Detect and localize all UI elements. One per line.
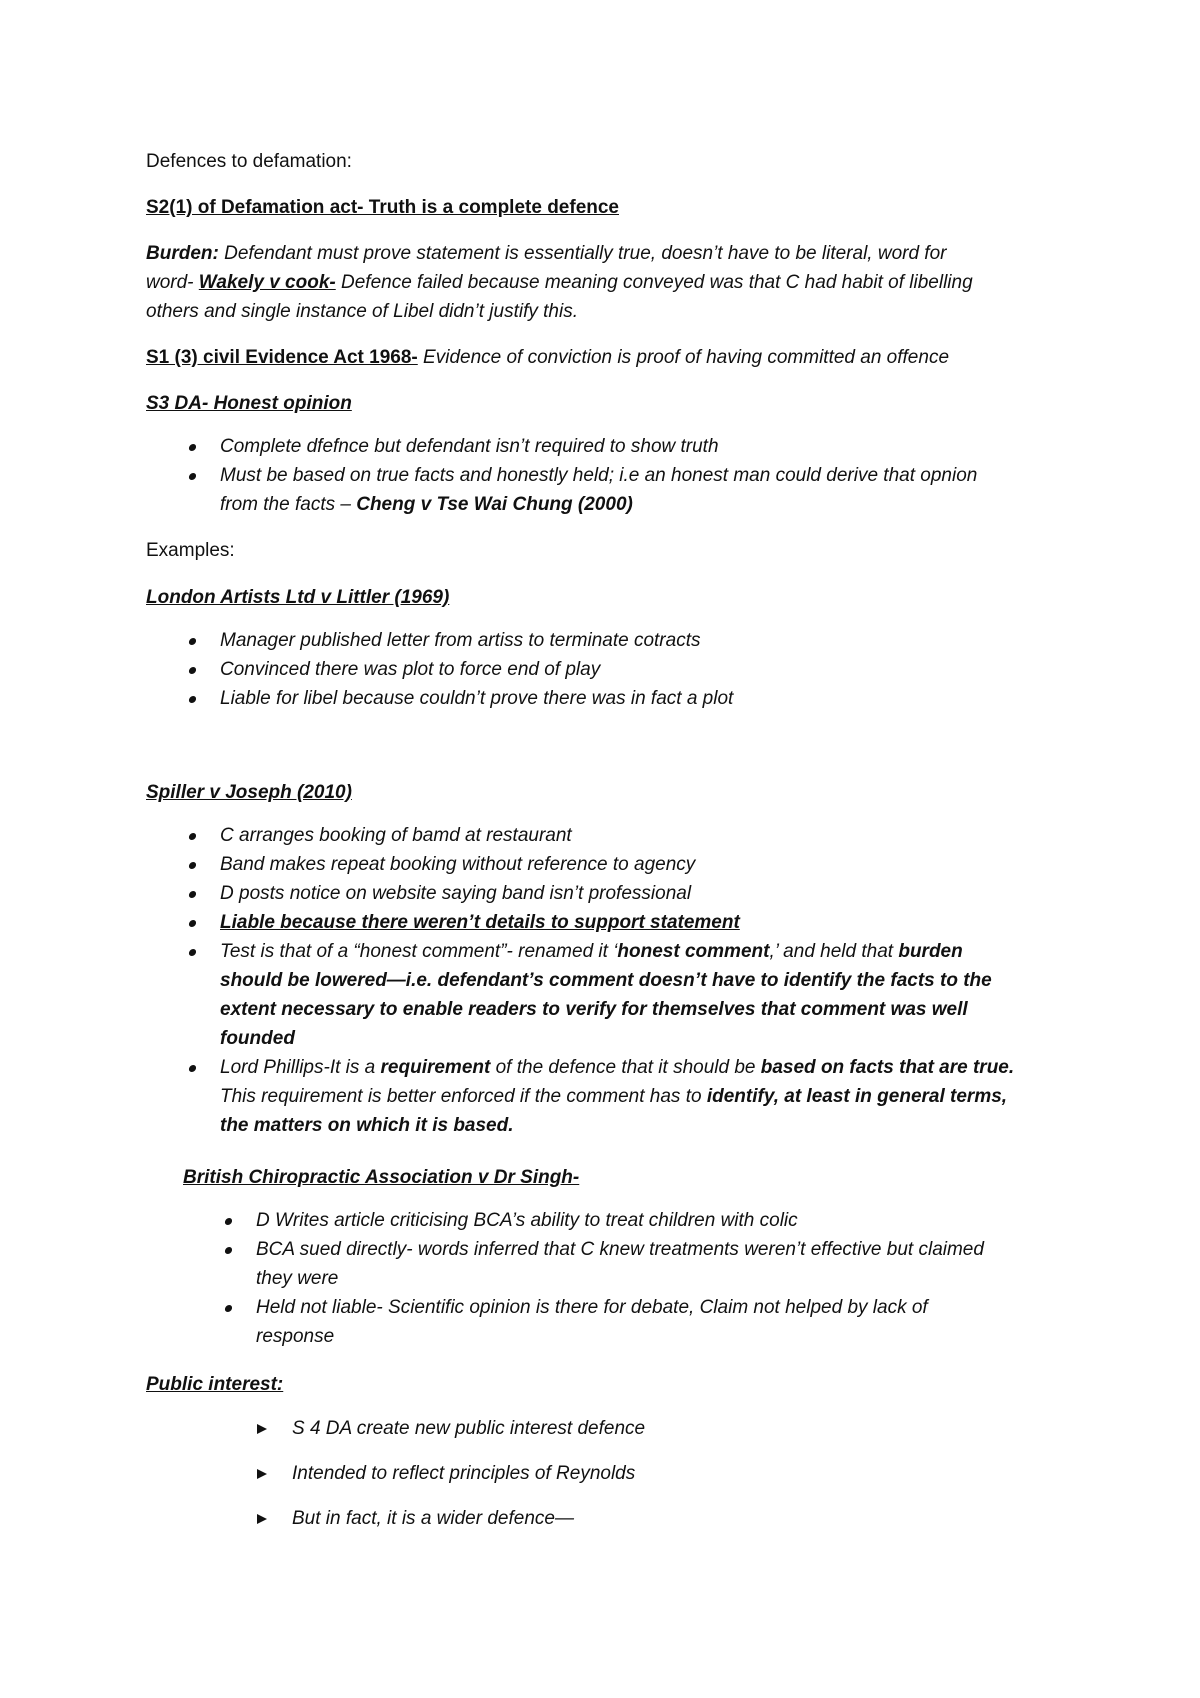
arrow-bullet-icon <box>257 1469 267 1479</box>
spiller-bullet-5: Test is that of a “honest comment”- renamed it ‘honest comment,’ and held that burden <box>220 941 963 962</box>
burden-text: Defendant must prove statement is essentially true, doesn’t have to be literal, word for <box>218 243 947 264</box>
bca-bullet-1: D Writes article criticising BCA’s ability to treat children with colic <box>256 1210 798 1231</box>
bca-bullet-3-cont: response <box>256 1326 335 1347</box>
s2-heading: S2(1) of Defamation act- Truth is a complete defence <box>146 197 619 218</box>
bullet-icon <box>188 833 196 840</box>
burden-line-2: word- Wakely v cook- Defence failed because meaning conveyed was that C had habit of libelling <box>146 272 973 293</box>
s3-heading: S3 DA- Honest opinion <box>146 393 352 414</box>
spiller-bullet-5-cont-3: founded <box>220 1028 295 1049</box>
s3-bullet-2-cont: from the facts – Cheng v Tse Wai Chung (2000) <box>220 494 633 515</box>
spiller-bullet-5-cont-2: extent necessary to enable readers to verify for themselves that comment was well <box>220 999 968 1020</box>
spiller-bullet-5-cont-1: should be lowered—i.e. defendant’s comment doesn’t have to identify the facts to the <box>220 970 992 991</box>
spiller-bullet-6-cont-1: This requirement is better enforced if the comment has to identify, at least in general terms, <box>220 1086 1008 1107</box>
bullet-icon <box>188 862 196 869</box>
s1-heading: S1 (3) civil Evidence Act 1968- <box>146 347 418 368</box>
spiller-bullet-1: C arranges booking of bamd at restaurant <box>220 825 572 846</box>
public-interest-heading: Public interest: <box>146 1374 284 1395</box>
bullet-icon <box>188 638 196 645</box>
burden-label: Burden: <box>146 243 219 264</box>
s3-bullet-1: Complete dfefnce but defendant isn’t required to show truth <box>220 436 719 457</box>
bullet-icon <box>224 1247 232 1254</box>
burden-line-3: others and single instance of Libel didn’t justify this. <box>146 301 578 322</box>
bca-bullet-2: BCA sued directly- words inferred that C knew treatments weren’t effective but claimed <box>256 1239 984 1260</box>
spiller-bullet-2: Band makes repeat booking without reference to agency <box>220 854 696 875</box>
bca-bullet-3: Held not liable- Scientific opinion is there for debate, Claim not helped by lack of <box>256 1297 928 1318</box>
bullet-icon <box>188 667 196 674</box>
london-bullet-1: Manager published letter from artiss to terminate cotracts <box>220 630 701 651</box>
london-heading: London Artists Ltd v Littler (1969) <box>146 587 450 608</box>
s3-bullet-2: Must be based on true facts and honestly held; i.e an honest man could derive that opnion <box>220 465 978 486</box>
spiller-bullet-4: Liable because there weren’t details to support statement <box>220 912 740 933</box>
bullet-icon <box>188 949 196 956</box>
spiller-heading: Spiller v Joseph (2010) <box>146 782 352 803</box>
london-bullet-2: Convinced there was plot to force end of play <box>220 659 601 680</box>
spiller-bullet-3: D posts notice on website saying band isn’t professional <box>220 883 692 904</box>
case-wakely-v-cook: Wakely v cook- <box>198 272 336 293</box>
spiller-bullet-6-cont-2: the matters on which it is based. <box>220 1115 514 1136</box>
bca-bullet-2-cont: they were <box>256 1268 339 1289</box>
burden-line-1 <box>146 241 946 267</box>
public-item-3: But in fact, it is a wider defence— <box>292 1508 574 1529</box>
bca-heading: British Chiropractic Association v Dr Singh- <box>183 1167 580 1188</box>
bullet-icon <box>188 696 196 703</box>
london-bullet-3: Liable for libel because couldn’t prove there was in fact a plot <box>220 688 734 709</box>
examples-label: Examples: <box>146 540 235 561</box>
public-item-2: Intended to reflect principles of Reynolds <box>292 1463 636 1484</box>
bullet-icon <box>188 920 196 927</box>
bullet-icon <box>188 1065 196 1072</box>
case-cheng-v-tse: Cheng v Tse Wai Chung (2000) <box>356 494 633 515</box>
public-item-1: S 4 DA create new public interest defence <box>292 1418 646 1439</box>
arrow-bullet-icon <box>257 1424 267 1434</box>
bullet-icon <box>188 891 196 898</box>
bullet-icon <box>188 444 196 451</box>
bullet-icon <box>188 473 196 480</box>
document-title: Defences to defamation: <box>146 151 352 172</box>
spiller-bullet-6: Lord Phillips-It is a requirement of the defence that it should be based on facts that are true. <box>220 1057 1015 1078</box>
bullet-icon <box>224 1305 232 1312</box>
s1-line <box>146 345 949 371</box>
bullet-icon <box>224 1218 232 1225</box>
arrow-bullet-icon <box>257 1514 267 1524</box>
s1-text: Evidence of conviction is proof of having committed an offence <box>417 347 950 368</box>
